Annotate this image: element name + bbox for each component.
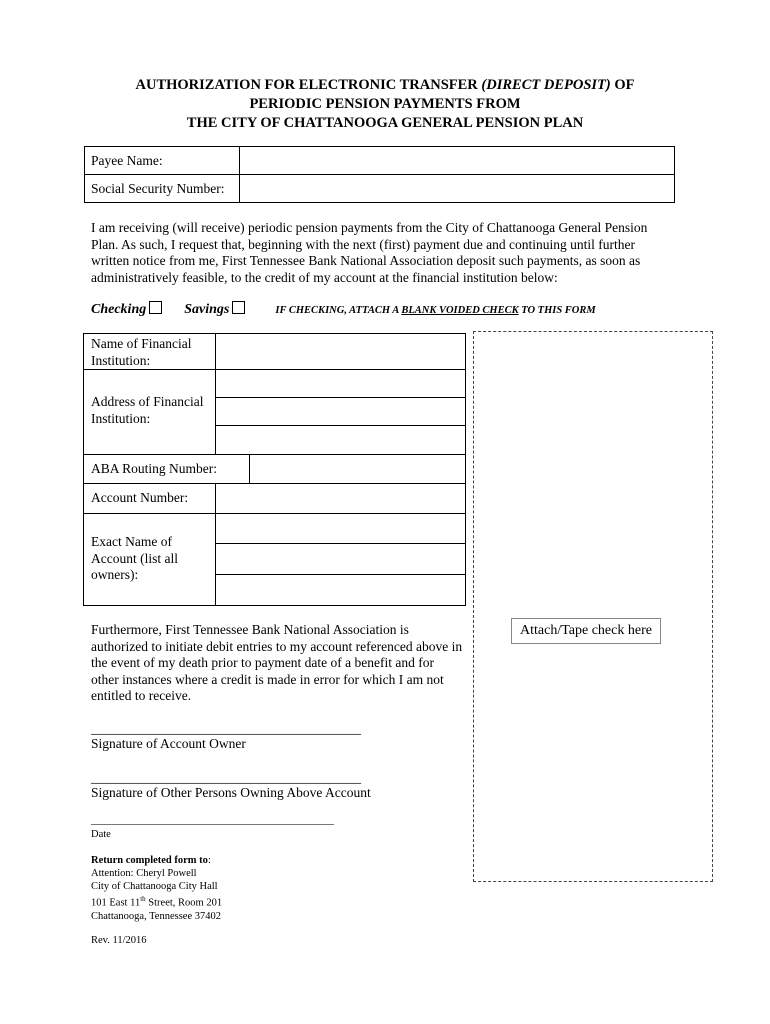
title-line-3: THE CITY OF CHATTANOOGA GENERAL PENSION PLAN bbox=[186, 115, 584, 131]
checking-checkbox[interactable] bbox=[149, 301, 162, 314]
account-number-label: Account Number: bbox=[91, 490, 189, 505]
form-title bbox=[0, 76, 770, 133]
return-heading-colon: : bbox=[207, 855, 211, 866]
aba-routing-label: ABA Routing Number: bbox=[91, 461, 218, 476]
bank-info-table bbox=[83, 333, 466, 606]
account-type-row bbox=[91, 300, 691, 318]
date-line[interactable] bbox=[91, 824, 334, 825]
payee-name-field[interactable] bbox=[240, 147, 675, 175]
date-label: Date bbox=[91, 829, 111, 840]
owner-signature-line[interactable]: ________________________________________ bbox=[91, 721, 361, 736]
bank-name-field[interactable] bbox=[216, 334, 465, 369]
return-street-number: 101 East 11 bbox=[91, 897, 141, 909]
revision-label: Rev. 11/2016 bbox=[91, 935, 147, 946]
bank-address-label: Address of Financial Institution: bbox=[91, 394, 204, 426]
payee-name-label: Payee Name: bbox=[85, 147, 240, 175]
debit-authorization-paragraph: Furthermore, First Tennessee Bank National Association is authorized to initiate debit entries to my account referenced above in the event of my death prior to payment date of a benefit and for other instances where a credit is made in error for which I am not entitled to receive. bbox=[91, 622, 463, 703]
return-heading-text: Return completed form to bbox=[91, 855, 208, 866]
exact-name-label: Exact Name of Account (list all owners): bbox=[91, 534, 178, 582]
attach-note-post: TO THIS FORM bbox=[518, 305, 596, 316]
return-street bbox=[91, 893, 351, 910]
return-street-sup: th bbox=[140, 895, 146, 903]
return-street-rest: Street, Room 201 bbox=[145, 897, 223, 909]
return-address-block bbox=[91, 854, 351, 923]
bank-name-label: Name of Financial Institution: bbox=[91, 336, 192, 368]
aba-routing-field[interactable] bbox=[250, 455, 465, 483]
attach-note-pre: IF CHECKING, ATTACH A bbox=[275, 305, 402, 316]
return-city: Chattanooga, Tennessee 37402 bbox=[91, 910, 221, 922]
title-line-1-start: AUTHORIZATION FOR ELECTRONIC TRANSFER bbox=[135, 77, 482, 93]
owner-signature-label: Signature of Account Owner bbox=[91, 736, 246, 751]
return-heading bbox=[91, 854, 351, 867]
checking-label: Checking bbox=[91, 302, 147, 317]
account-number-field[interactable] bbox=[216, 484, 465, 513]
check-attach-area[interactable] bbox=[473, 331, 713, 882]
intro-paragraph: I am receiving (will receive) periodic pension payments from the City of Chattanooga General Pension Plan. As such, I request that, beginning with the next (first) payment due and continuing until further written notice from me, First Tennessee Bank National Association deposit such payments, as soon as administratively feasible, to the credit of my account at the financial institution below: bbox=[91, 220, 648, 285]
attach-check-note bbox=[275, 305, 595, 316]
savings-label: Savings bbox=[184, 302, 230, 317]
bank-address-line-1[interactable] bbox=[216, 370, 465, 397]
title-line-1-end: OF bbox=[610, 77, 635, 93]
attach-note-underlined: BLANK VOIDED CHECK bbox=[401, 305, 519, 316]
title-direct-deposit: (DIRECT DEPOSIT) bbox=[481, 77, 611, 93]
exact-name-line-1[interactable] bbox=[216, 514, 465, 543]
title-line-2: PERIODIC PENSION PAYMENTS FROM bbox=[249, 96, 521, 112]
other-signature-line[interactable]: ________________________________________ bbox=[91, 770, 361, 785]
other-signature-label: Signature of Other Persons Owning Above Account bbox=[91, 785, 371, 800]
ssn-field[interactable] bbox=[240, 175, 675, 203]
title-line-1 bbox=[0, 76, 770, 95]
exact-name-line-2[interactable] bbox=[216, 544, 465, 574]
savings-checkbox[interactable] bbox=[232, 301, 245, 314]
attach-tape-label: Attach/Tape check here bbox=[511, 618, 661, 644]
bank-address-line-2[interactable] bbox=[216, 398, 465, 425]
payee-table bbox=[84, 146, 675, 203]
ssn-label: Social Security Number: bbox=[85, 175, 240, 203]
exact-name-line-3[interactable] bbox=[216, 575, 465, 605]
return-attention: Attention: Cheryl Powell bbox=[91, 868, 197, 879]
bank-address-line-3[interactable] bbox=[216, 426, 465, 454]
return-org: City of Chattanooga City Hall bbox=[91, 881, 218, 892]
